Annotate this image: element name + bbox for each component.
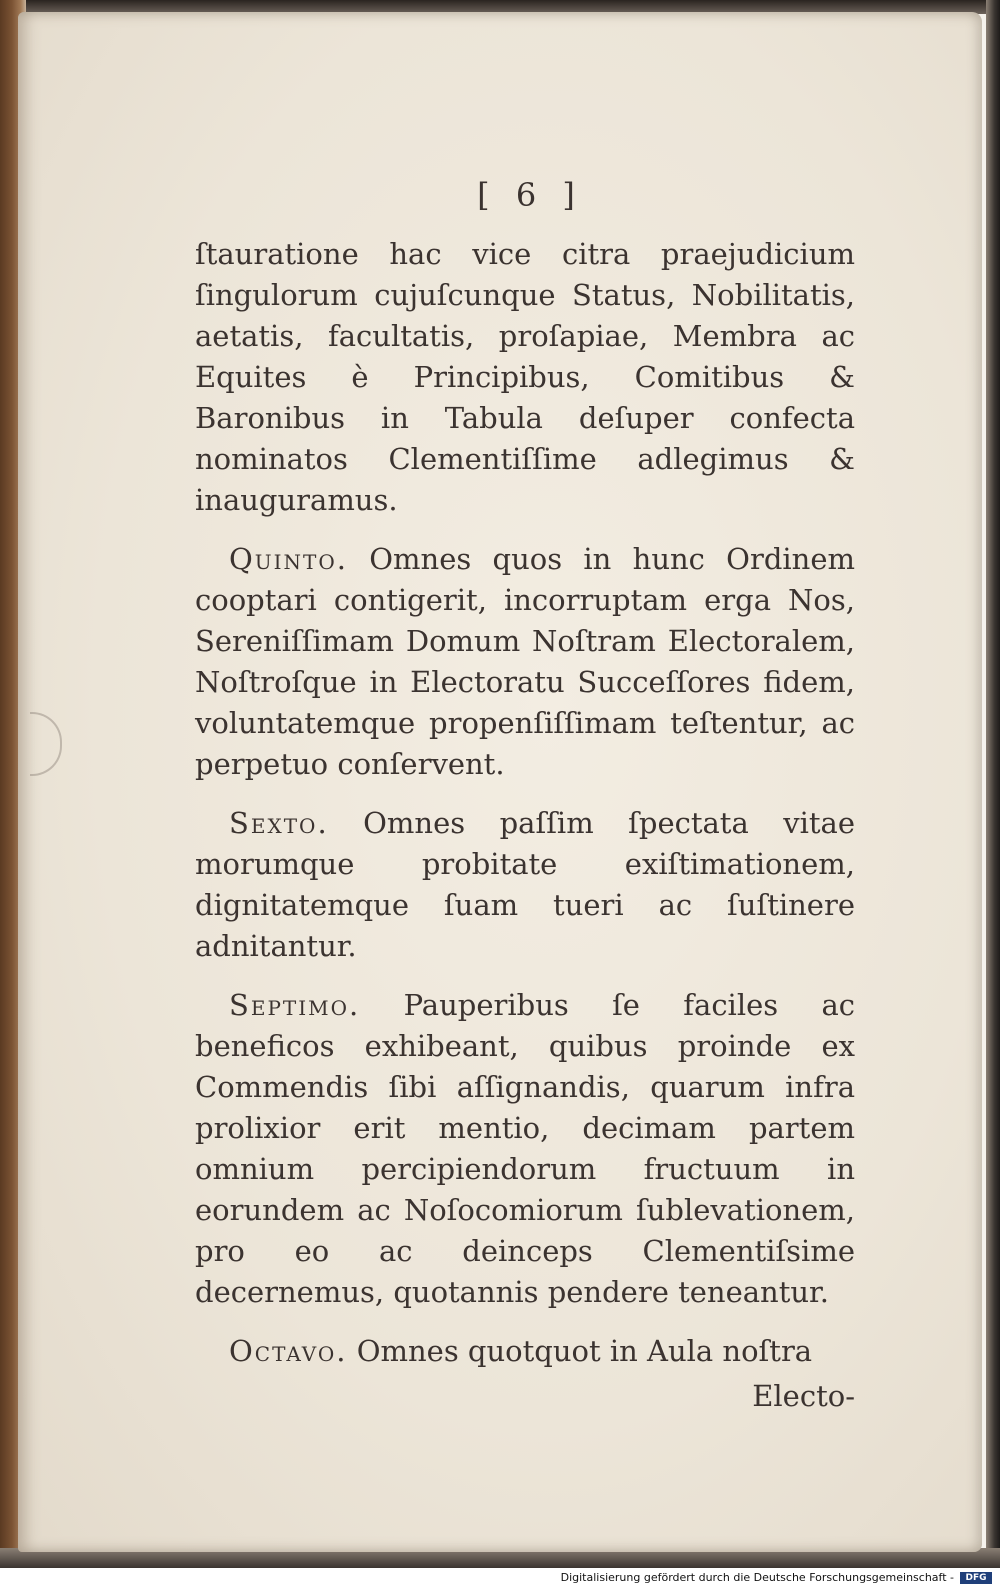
dfg-logo-icon: DFG xyxy=(960,1572,992,1584)
paragraph-lead-word: Sexto. xyxy=(229,806,329,840)
page-number: [ 6 ] xyxy=(477,176,583,214)
paragraph-octavo xyxy=(195,1331,855,1372)
paragraph-text: Omnes paſſim ſpectata vitae morumque probitate exiſtimationem, dignitatemque ſuam tueri ac ſuſtinere adnitantur. xyxy=(195,806,855,963)
book-gutter-right xyxy=(986,0,1000,1568)
paragraph-lead-word: Septimo. xyxy=(229,988,361,1022)
paragraph-text: Omnes quos in hunc Ordinem cooptari contigerit, incorruptam erga Nos, Sereniſſimam Domum Noſtram Electoralem, Noſtroſque in Electoratu Succeſſores fidem, voluntatemque propenſiſſimam teſtentur, ac perpetuo conſervent. xyxy=(195,542,855,781)
paragraph-text: Omnes quotquot in Aula noſtra xyxy=(356,1334,813,1368)
footer-credit: Digitalisierung gefördert durch die Deutsche Forschungsgemeinschaft - xyxy=(560,1571,954,1584)
paragraph-septimo xyxy=(195,985,855,1313)
paragraph-lead-word: Quinto. xyxy=(229,542,348,576)
catchword: Electo- xyxy=(752,1379,855,1413)
paragraph-1 xyxy=(195,234,855,521)
paragraph-lead-word: Octavo. xyxy=(229,1334,348,1368)
paragraph-text: Pauperibus ſe faciles ac beneficos exhibeant, quibus proinde ex Commendis ſibi aſſignandis, quarum infra prolixior erit mentio, decimam partem omnium percipiendorum fructuum in eorundem ac Noſocomiorum ſublevationem, pro eo ac deinceps Clementiſsime decernemus, quotannis pendere teneantur. xyxy=(195,988,856,1309)
digitization-footer xyxy=(0,1568,1000,1588)
paragraph-quinto xyxy=(195,539,855,785)
paragraph-text: ſtauratione hac vice citra praejudicium ſingulorum cujuſcunque Status, Nobilitatis, aetatis, facultatis, proſapiae, Membra ac Equites è Principibus, Comitibus & Baronibus in Tabula deſuper confecta nominatos Clementiſſime adlegimus & inauguramus. xyxy=(195,237,855,517)
paragraph-sexto xyxy=(195,803,855,967)
page-tab-mark xyxy=(30,712,62,776)
page-text-block xyxy=(195,175,855,1417)
